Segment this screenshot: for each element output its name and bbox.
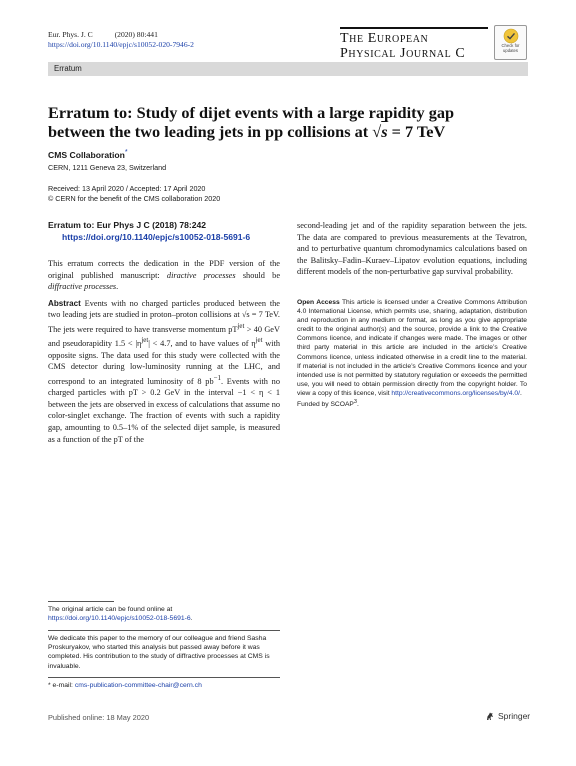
running-header <box>48 30 194 50</box>
footnote-divider <box>48 630 280 631</box>
open-access-notice: Open Access This article is licensed under a Creative Commons Attribution 4.0 International License, which permits use, sharing, adaptation, distribution and reproduction in any medium or format, as long as you give appropriate credit to the original author(s) and the source, provide a link to the Creative Commons licence, and indicate if changes were made. The images or other third party material in this article are included in the article’s Creative Commons licence, unless indicated otherwise in a credit line to the material. If material is not included in the article’s Creative Commons licence and your intended use is not permitted by statutory regulation or exceeds the permitted use, you will need to obtain permission directly from the copyright holder. To view a copy of this licence, visit http://creativecommons.org/licenses/by/4.0/. <box>297 298 527 397</box>
volume-article: (2020) 80:441 <box>114 30 158 39</box>
abstract-label: Abstract <box>48 298 81 308</box>
journal-logo <box>340 27 488 61</box>
copyright: © CERN for the benefit of the CMS collaboration 2020 <box>48 194 221 203</box>
email-asterisk: * <box>48 682 51 689</box>
footnote-divider-2 <box>48 677 280 678</box>
sqrt-symbol: √ <box>372 122 382 141</box>
journal-logo-line1: The European <box>340 31 429 46</box>
intro-paragraph: This erratum corrects the dedication in the PDF version of the original published manuscript: diractive processes should be diffractive processes. <box>48 259 281 292</box>
original-article-footnote: The original article can be found online at https://doi.org/10.1140/epjc/s10052-018-5691-6. <box>48 606 193 623</box>
title-line2: between the two leading jets in pp collisions at √s = 7 TeV <box>48 122 446 141</box>
article-type-banner: Erratum <box>48 62 528 76</box>
title-line1: Erratum to: Study of dijet events with a large rapidity gap <box>48 103 455 122</box>
email-link[interactable]: cms-publication-committee-chair@cern.ch <box>74 682 202 689</box>
funding-note: Funded by SCOAP$^3$. <box>297 399 359 409</box>
springer-horse-icon <box>485 711 495 721</box>
email-footnote: * e-mail: cms-publication-committee-chair@cern.ch <box>48 682 202 689</box>
dedication-footnote: We dedicate this paper to the memory of our colleague and friend Sasha Proskuryakov, who started this analysis but passed away before it was completed. His contribution to the study of diffractive processes at CMS is invaluable. <box>48 635 270 670</box>
received-accepted: Received: 13 April 2020 / Accepted: 17 April 2020 <box>48 184 206 193</box>
journal-short: Eur. Phys. J. C <box>48 30 93 39</box>
right-column <box>297 220 527 409</box>
article-doi-link[interactable]: https://doi.org/10.1140/epjc/s10052-020-7946-2 <box>48 40 194 49</box>
check-for-updates-badge[interactable] <box>494 25 527 60</box>
abstract-continued: second-leading jet and of the rapidity separation between the jets. The data are compared to previous measurements at the Tevatron, and to perturbative quantum chromodynamics calculations based on the Balitsky–Fadin–Kuraev–Lipatov evolution equations, including different models of the non-perturbative gap survival probability. <box>297 221 527 277</box>
sqrt-s: s <box>381 122 388 141</box>
article-title <box>48 103 528 141</box>
original-doi-link[interactable]: https://doi.org/10.1140/epjc/s10052-018-5691-6 <box>62 232 251 242</box>
badge-line2: updates <box>503 47 518 53</box>
erratum-reference: Erratum to: Eur Phys J C (2018) 78:242 https://doi.org/10.1140/epjc/s10052-018-5691-6 <box>48 220 280 242</box>
footnote-doi-link[interactable]: https://doi.org/10.1140/epjc/s10052-018-5691-6 <box>48 615 191 623</box>
badge-line1: Check for <box>501 43 520 48</box>
published-online: Published online: 18 May 2020 <box>48 713 150 722</box>
open-access-label: Open Access <box>297 298 340 306</box>
author-mark[interactable]: * <box>124 148 128 156</box>
journal-logo-line2: Physical Journal C <box>340 46 466 61</box>
article-dates <box>48 184 220 204</box>
left-column <box>48 220 280 445</box>
check-updates-icon <box>503 28 519 44</box>
authors: CMS Collaboration* <box>48 148 128 160</box>
abstract-paragraph: Abstract Events with no charged particles produced between the two leading jets are studied in proton–proton collisions at √s = 7 TeV. The jets were required to have transverse momentum $pT^{jet} > 40$ GeV and pseudorapidity $1.5 < |\eta^{jet}| < 4.7$, and to have values of $\eta^{jet}$ with opposite signs. The data used for this study were collected with the CMS detector during low-luminosity running at the LHC, and correspond to an integrated luminosity of 8 $pb^{-1}$. Events with no charged particles with pT > 0.2 GeV in the interval −1 < η < 1 between the jets are observed in excess of calculations that assume no color-singlet exchange. The fraction of events with such a rapidity gap, amounting to 0.5–1% of the selected dijet sample, is measured as a function of the pT of the <box>48 298 281 444</box>
publisher-logo <box>485 711 530 721</box>
footnote-rule <box>48 601 114 602</box>
publisher-name: Springer <box>498 711 531 721</box>
cc-license-link[interactable]: http://creativecommons.org/licenses/by/4.0/ <box>391 389 521 397</box>
affiliation: CERN, 1211 Geneva 23, Switzerland <box>48 163 167 172</box>
